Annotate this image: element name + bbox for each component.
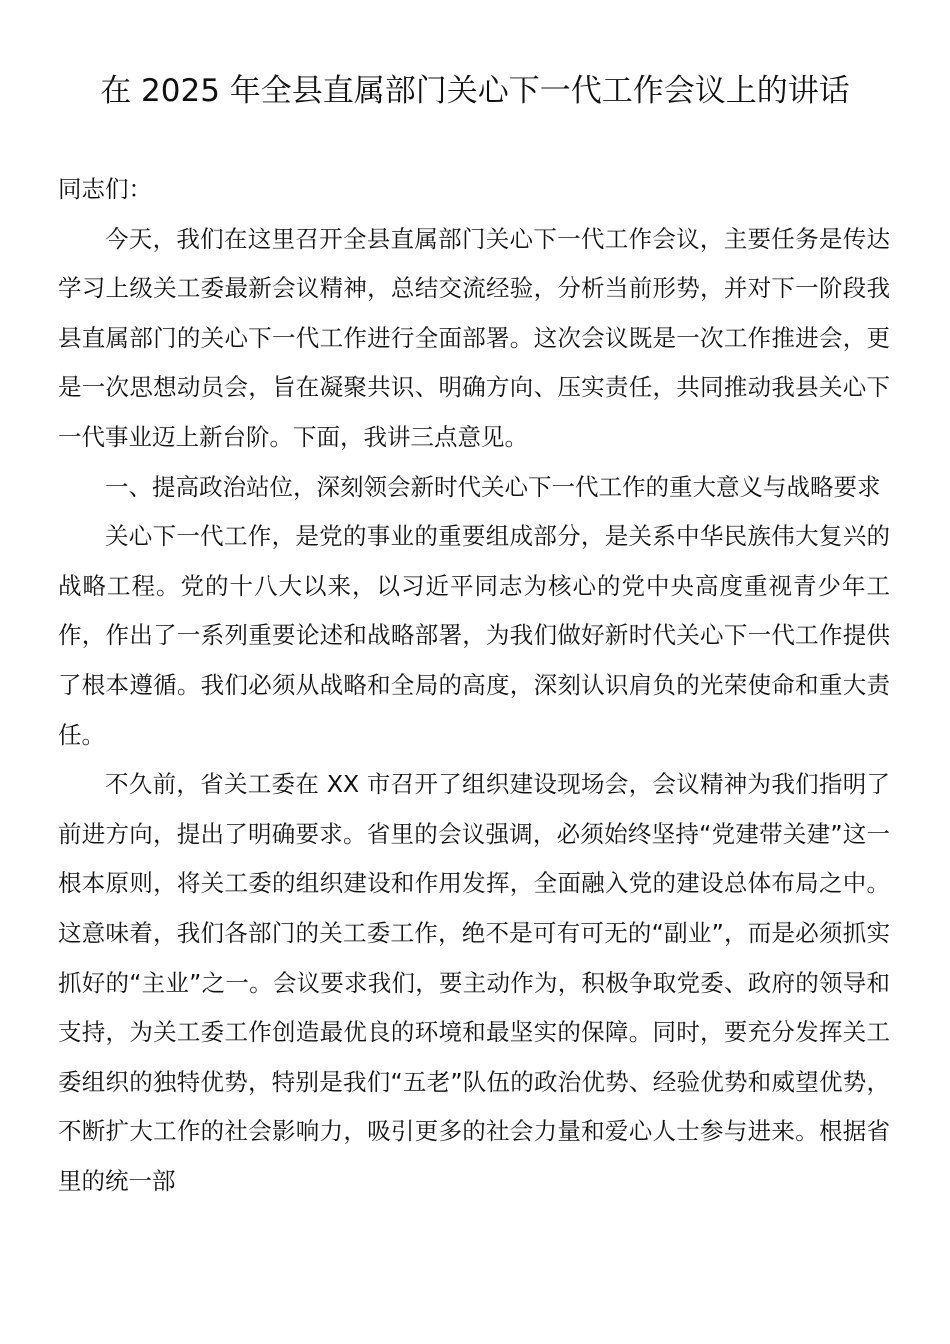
document-title: 在 2025 年全县直属部门关心下一代工作会议上的讲话 [100,73,850,109]
salutation: 同志们： [58,175,152,203]
paragraph-significance: 关心下一代工作，是党的事业的重要组成部分，是关系中华民族伟大复兴的战略工程。党的十八大以来，以习近平同志为核心的党中央高度重视青少年工作，作出了一系列重要论述和战略部署，为我们做好新时代关心下一代工作提供了根本遵循。我们必须从战略和全局的高度，深刻认识肩负的光荣使命和重大责任。 [58,522,890,749]
paragraph-intro: 今天，我们在这里召开全县直属部门关心下一代工作会议，主要任务是传达学习上级关工委最新会议精神，总结交流经验，分析当前形势，并对下一阶段我县直属部门的关心下一代工作进行全面部署。这次会议既是一次工作推进会，更是一次思想动员会，旨在凝聚共识、明确方向、压实责任，共同推动我县关心下一代事业迈上新台阶。下面，我讲三点意见。 [58,224,890,451]
document-body [58,165,890,1206]
section-heading-1: 一、提高政治站位，深刻领会新时代关心下一代工作的重大意义与战略要求 [105,472,881,501]
paragraph-provincial-meeting: 不久前，省关工委在 XX 市召开了组织建设现场会，会议精神为我们指明了前进方向，提出了明确要求。省里的会议强调，必须始终坚持“党建带关建”这一根本原则，将关工委的组织建设和作用发挥，全面融入党的建设总体布局之中。这意味着，我们各部门的关工委工作，绝不是可有可无的“副业”，而是必须抓实抓好的“主业”之一。会议要求我们，要主动作为，积极争取党委、政府的领导和支持，为关工委工作创造最优良的环境和最坚实的保障。同时，要充分发挥关工委组织的独特优势，特别是我们“五老”队伍的政治优势、经验优势和威望优势，不断扩大工作的社会影响力，吸引更多的社会力量和爱心人士参与进来。根据省里的统一部 [58,770,890,1195]
